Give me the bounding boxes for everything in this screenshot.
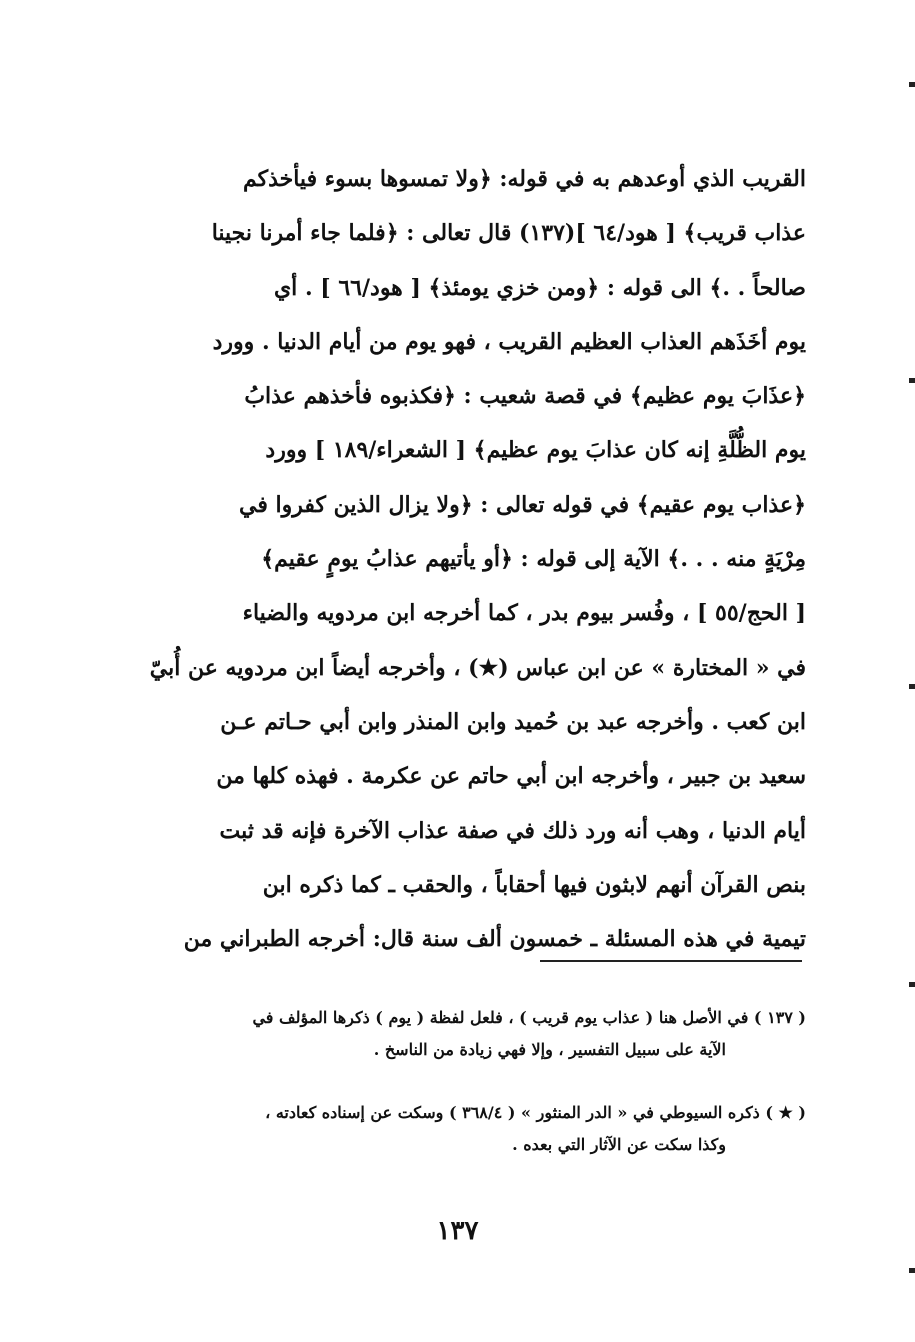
text-line: سعيد بن جبير ، وأخرجه ابن أبي حاتم عن عكرمة . فهذه كلها من <box>216 763 806 790</box>
footnote-divider <box>540 960 802 962</box>
edge-mark <box>909 684 915 689</box>
text-line: أيام الدنيا ، وهب أنه ورد ذلك في صفة عذاب الآخرة فإنه قد ثبت <box>219 817 806 844</box>
text-line: عذاب قريب﴾ [ هود/٦٤ ](١٣٧) قال تعالى : ﴿فلما جاء أمرنا نجينا <box>211 220 806 247</box>
footnote-line: الآية على سبيل التفسير ، وإلا فهي زيادة من الناسخ . <box>373 1040 726 1059</box>
text-line: القريب الذي أوعدهم به في قوله: ﴿ولا تمسوها بسوء فيأخذكم <box>242 166 806 192</box>
edge-mark <box>909 82 915 87</box>
text-line: ﴿عذَابَ يوم عظيم﴾ في قصة شعيب : ﴿فكذبوه فأخذهم عذابُ <box>244 383 806 410</box>
footnote-line: ( ١٣٧ ) في الأصل هنا ( عذاب يوم قريب ) ، فلعل لفظة ( يوم ) ذكرها المؤلف في <box>252 1008 806 1027</box>
text-line: [ الحج/٥٥ ] ، وفُسر بيوم بدر ، كما أخرجه ابن مردويه والضياء <box>242 600 806 627</box>
text-line: ﴿عذاب يوم عقيم﴾ في قوله تعالى : ﴿ولا يزال الذين كفروا في <box>239 491 806 518</box>
footnote-line: ( ★ ) ذكره السيوطي في « الدر المنثور » ( ٣٦٨/٤ ) وسكت عن إسناده كعادته ، <box>265 1103 806 1122</box>
text-line: في « المختارة » عن ابن عباس (★) ، وأخرجه أيضاً ابن مردويه عن أُبيّ <box>149 654 806 681</box>
text-line: مِرْيَةٍ منه . . .﴾ الآية إلى قوله : ﴿أو يأتيهم عذابُ يومٍ عقيم﴾ <box>261 546 806 573</box>
footnote-137 <box>134 1002 806 1066</box>
text-line: تيمية في هذه المسئلة ـ خمسون ألف سنة قال: أخرجه الطبراني من <box>183 926 806 953</box>
edge-mark <box>909 982 915 987</box>
text-line: يوم أخَذَهم العذاب العظيم القريب ، فهو يوم من أيام الدنيا . وورد <box>212 328 806 355</box>
footnote-line: وكذا سكت عن الآثار التي بعده . <box>512 1135 726 1154</box>
main-text <box>134 152 806 966</box>
edge-mark <box>909 378 915 383</box>
text-line: صالحاً . .﴾ الى قوله : ﴿ومن خزي يومئذ﴾ [ هود/٦٦ ] . أي <box>273 274 806 301</box>
text-line: بنص القرآن أنهم لابثون فيها أحقاباً ، والحقب ـ كما ذكره ابن <box>262 871 806 898</box>
text-line: ابن كعب . وأخرجه عبد بن حُميد وابن المنذر وابن أبي حـاتم عـن <box>220 708 806 735</box>
footnote-star <box>134 1097 806 1161</box>
text-line: يوم الظُّلَّةِ إنه كان عذابَ يوم عظيم﴾ [ الشعراء/١٨٩ ] وورد <box>265 437 806 464</box>
page-number: ١٣٧ <box>436 1216 479 1246</box>
edge-mark <box>909 1268 915 1273</box>
